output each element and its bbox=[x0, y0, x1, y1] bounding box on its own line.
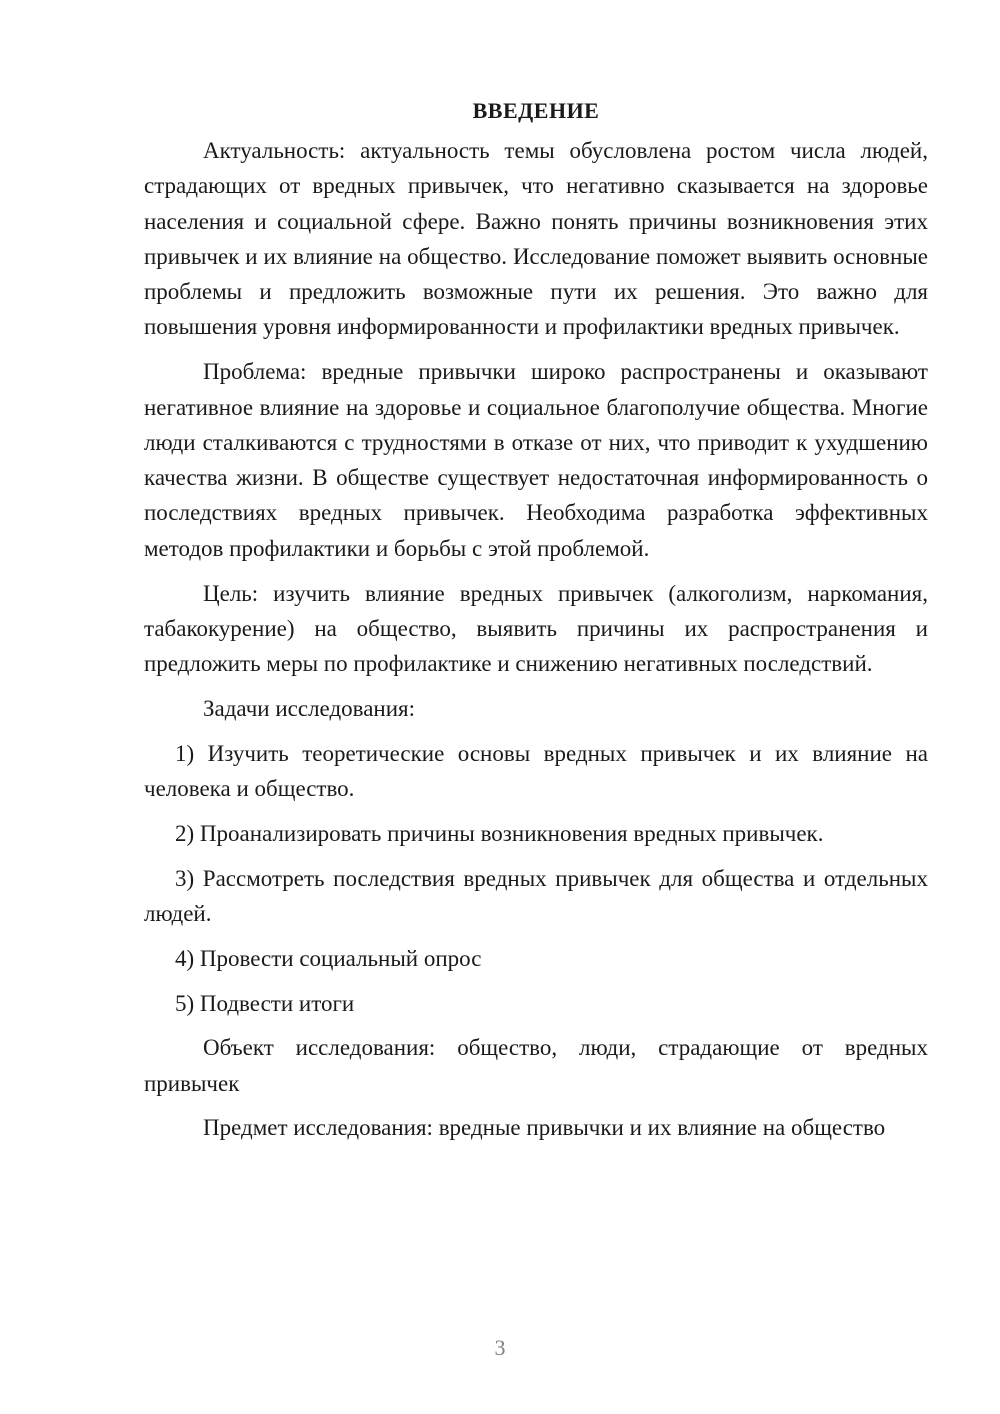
task-item-2: 2) Проанализировать причины возникновения вредных привычек. bbox=[175, 820, 824, 846]
tasks-title: Задачи исследования: bbox=[203, 695, 416, 721]
task-item-5: 5) Подвести итоги bbox=[175, 990, 355, 1016]
object-paragraph: Объект исследования: общество, люди, страдающие от вредных привычек bbox=[144, 1035, 928, 1096]
problem-paragraph: Проблема: вредные привычки широко распространены и оказывают негативное влияние на здоровье и социальное благополучие общества. Многие люди сталкиваются с трудностями в отказе от них, что приводит к ухудшению качества жизни. В обществе существует недостаточная информированность о последствиях вредных привычек. Необходима разработка эффективных методов профилактики и борьбы с этой проблемой. bbox=[144, 359, 928, 561]
relevance-paragraph: Актуальность: актуальность темы обусловлена ростом числа людей, страдающих от вредных привычек, что негативно сказывается на здоровье населения и социальной сфере. Важно понять причины возникновения этих привычек и их влияние на общество. Исследование поможет выявить основные проблемы и предложить возможные пути их решения. Это важно для повышения уровня информированности и профилактики вредных привычек. bbox=[144, 138, 928, 340]
subject-paragraph: Предмет исследования: вредные привычки и их влияние на общество bbox=[203, 1115, 886, 1141]
task-item-1: 1) Изучить теоретические основы вредных привычек и их влияние на человека и общество. bbox=[144, 740, 928, 802]
goal-paragraph: Цель: изучить влияние вредных привычек (алкоголизм, наркомания, табакокурение) на общество, выявить причины их распространения и предложить меры по профилактике и снижению негативных последствий. bbox=[144, 580, 928, 677]
page-heading: ВВЕДЕНИЕ bbox=[472, 98, 600, 123]
task-item-3: 3) Рассмотреть последствия вредных привычек для общества и отдельных людей. bbox=[144, 865, 928, 926]
task-item-4: 4) Провести социальный опрос bbox=[175, 945, 482, 971]
page-content bbox=[144, 92, 928, 1155]
page-number: 3 bbox=[494, 1335, 506, 1360]
